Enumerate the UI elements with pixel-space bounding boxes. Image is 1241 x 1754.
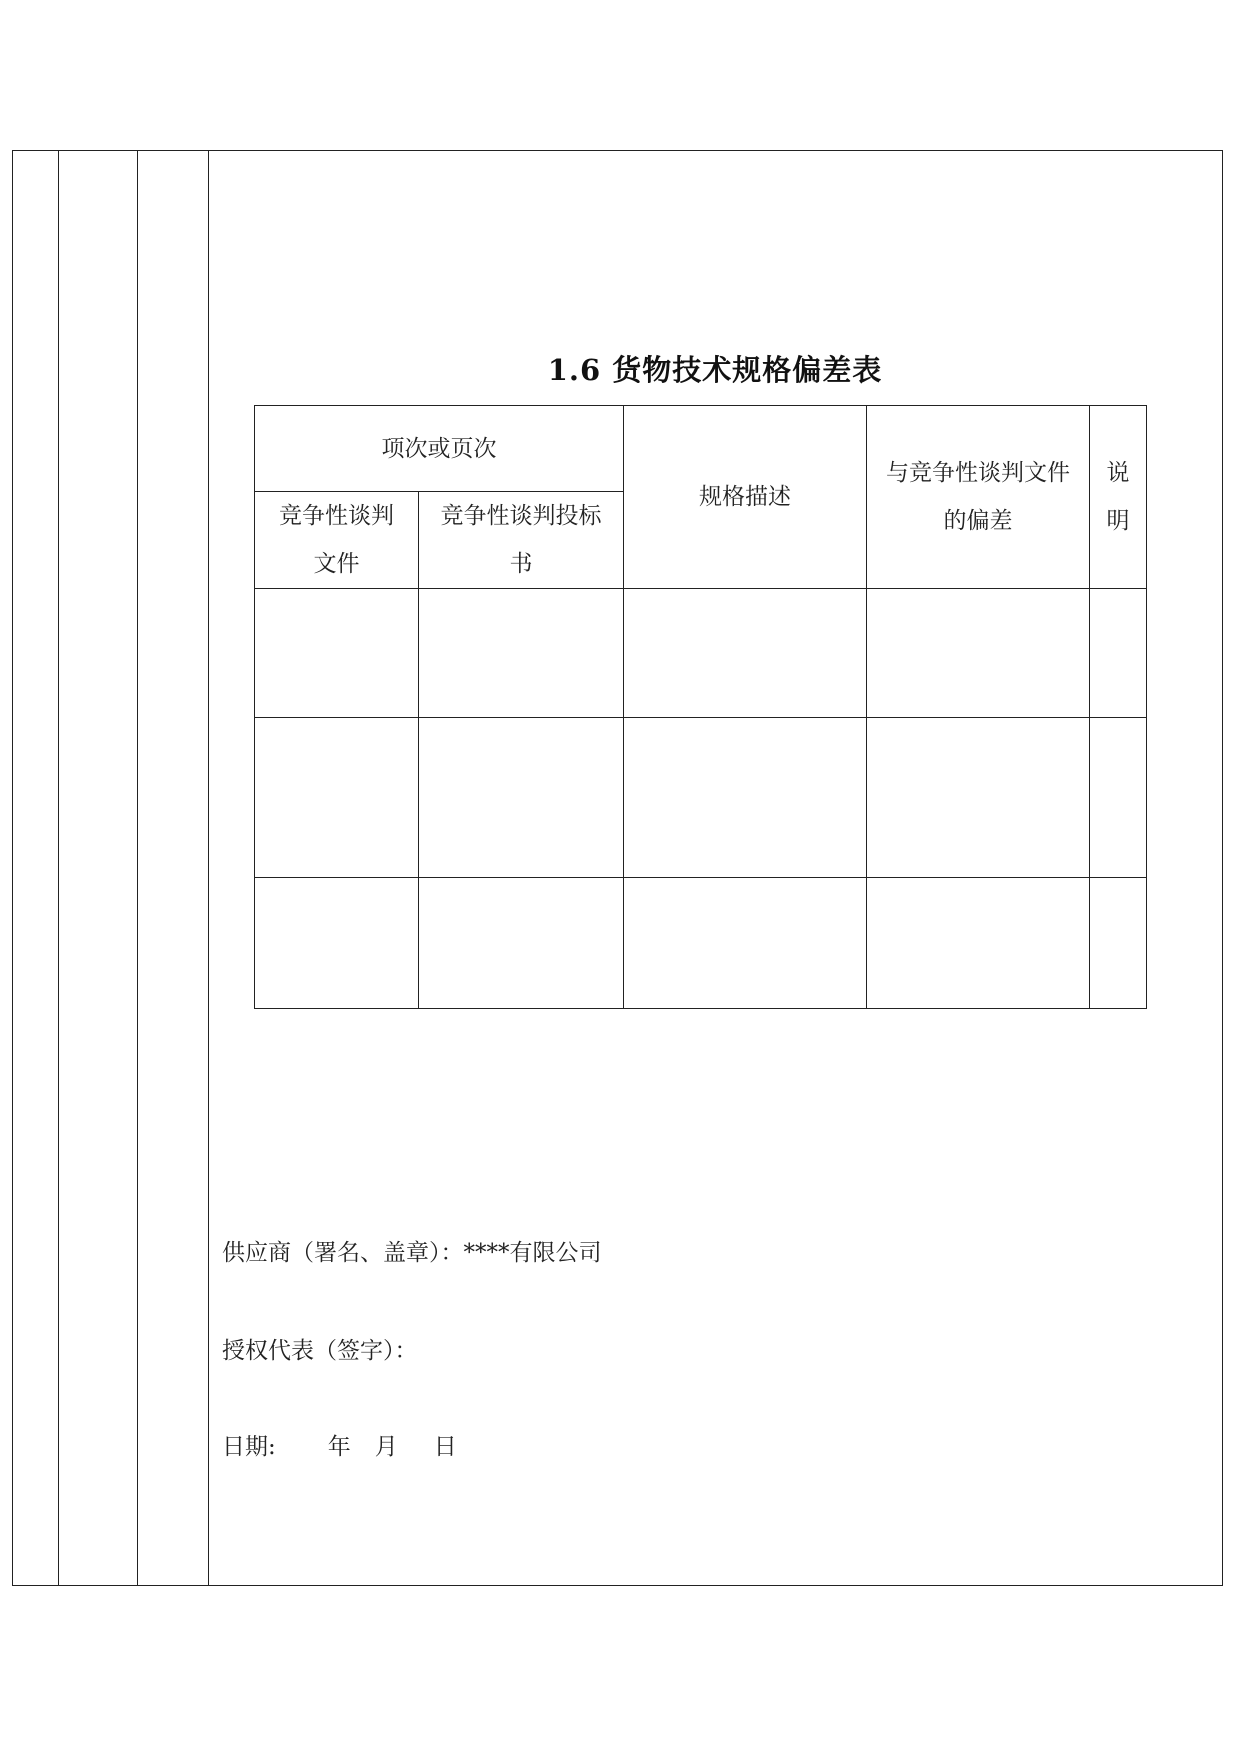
table-cell[interactable] bbox=[419, 589, 624, 718]
table-cell[interactable] bbox=[419, 718, 624, 878]
page-title: 1.6 货物技术规格偏差表 bbox=[547, 353, 883, 387]
header-spec-description: 规格描述 bbox=[624, 406, 867, 589]
header-row-1 bbox=[255, 406, 1147, 492]
date-year: 年 bbox=[327, 1434, 351, 1460]
table-cell[interactable] bbox=[867, 878, 1090, 1009]
table-cell[interactable] bbox=[867, 589, 1090, 718]
date-line bbox=[222, 1428, 457, 1461]
supplier-line: 供应商（署名、盖章）：****有限公司 bbox=[222, 1240, 602, 1266]
header-bid-doc: 竞争性谈判投标 书 bbox=[419, 492, 624, 589]
header-remarks: 说 明 bbox=[1090, 406, 1147, 589]
table-cell[interactable] bbox=[624, 878, 867, 1009]
date-month: 月 bbox=[374, 1434, 398, 1460]
header-negotiation-doc: 竞争性谈判 文件 bbox=[255, 492, 419, 589]
header-deviation: 与竞争性谈判文件 的偏差 bbox=[867, 406, 1090, 589]
table-cell[interactable] bbox=[419, 878, 624, 1009]
header-item-page: 项次或页次 bbox=[255, 406, 624, 492]
table-cell[interactable] bbox=[255, 718, 419, 878]
date-label: 日期: bbox=[222, 1434, 276, 1460]
date-day: 日 bbox=[433, 1434, 457, 1460]
table-cell[interactable] bbox=[624, 589, 867, 718]
deviation-table bbox=[254, 405, 1147, 1009]
table-cell[interactable] bbox=[867, 718, 1090, 878]
table-row bbox=[255, 589, 1147, 718]
table-row bbox=[255, 878, 1147, 1009]
table-row bbox=[255, 718, 1147, 878]
table-cell[interactable] bbox=[255, 589, 419, 718]
representative-line: 授权代表（签字）： bbox=[222, 1338, 418, 1364]
table-cell[interactable] bbox=[1090, 878, 1147, 1009]
table-cell[interactable] bbox=[1090, 718, 1147, 878]
table-cell[interactable] bbox=[1090, 589, 1147, 718]
table-cell[interactable] bbox=[255, 878, 419, 1009]
table-cell[interactable] bbox=[624, 718, 867, 878]
